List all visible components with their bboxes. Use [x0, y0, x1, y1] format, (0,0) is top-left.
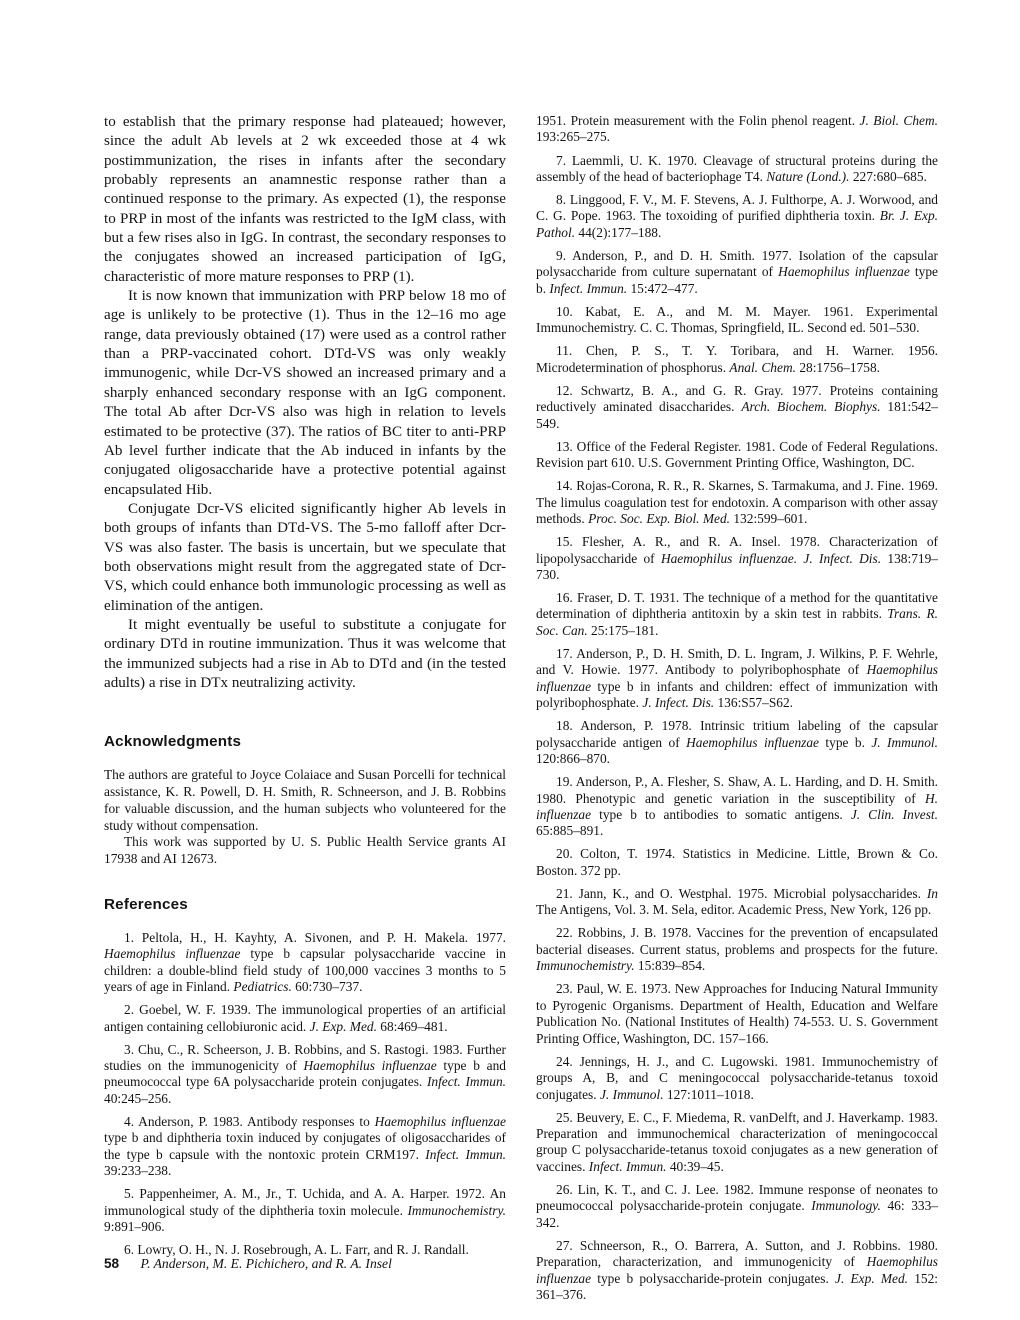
- running-footer-authors: P. Anderson, M. E. Pichichero, and R. A. Insel: [140, 1256, 392, 1271]
- reference-item: 14. Rojas-Corona, R. R., R. Skarnes, S. Tarmakuma, and J. Fine. 1969. The limulus coagulation test for endotoxin. A comparison with other assay methods. Proc. Soc. Exp. Biol. Med. 132:599–601.: [536, 478, 938, 527]
- reference-item: 26. Lin, K. T., and C. J. Lee. 1982. Immune response of neonates to pneumococcal polysaccharide-protein conjugate. Immunology. 46: 333–342.: [536, 1181, 938, 1230]
- reference-item: 24. Jennings, H. J., and C. Lugowski. 1981. Immunochemistry of groups A, B, and C meningococcal polysaccharide-tetanus toxoid conjugates. J. Immunol. 127:1011–1018.: [536, 1053, 938, 1102]
- references-heading: References: [104, 895, 188, 913]
- acknowledgments-paragraph: This work was supported by U. S. Public Health Service grants AI 17938 and AI 12673.: [104, 834, 506, 867]
- reference-item: 27. Schneerson, R., O. Barrera, A. Sutton, and J. Robbins. 1980. Preparation, characterization, and immunogenicity of Haemophilus influenzae type b polysaccharide-protein conjugates. J. Exp. Med. 152: 361–376.: [536, 1237, 939, 1303]
- body-paragraph: It might eventually be useful to substitute a conjugate for ordinary DTd in routine immunization. Thus it was welcome that the immunized subjects had a rise in Ab to DTd and (in the tested adults) a rise in DTx neutralizing activity.: [104, 616, 506, 691]
- reference-item: 11. Chen, P. S., T. Y. Toribara, and H. Warner. 1956. Microdetermination of phosphorus. Anal. Chem. 28:1756–1758.: [536, 343, 938, 375]
- reference-item: 5. Pappenheimer, A. M., Jr., T. Uchida, and A. A. Harper. 1972. An immunological study of the diphtheria toxin molecule. Immunochemistry. 9:891–906.: [104, 1186, 506, 1235]
- reference-item: 19. Anderson, P., A. Flesher, S. Shaw, A. L. Harding, and D. H. Smith. 1980. Phenotypic and genetic variation in the susceptibility of H. influenzae type b to antibodies to somatic antigens. J. Clin. Invest. 65:885–891.: [536, 774, 938, 839]
- reference-item: 25. Beuvery, E. C., F. Miedema, R. vanDelft, and J. Haverkamp. 1983. Preparation and immunochemical characterization of meningococcal group C polysaccharide-tetanus toxoid conjugates as a new generation of vaccines. Infect. Immun. 40:39–45.: [536, 1109, 938, 1174]
- reference-item: 17. Anderson, P., D. H. Smith, D. L. Ingram, J. Wilkins, P. F. Wehrle, and V. Howie. 1977. Antibody to polyribophosphate of Haemophilus influenzae type b in infants and children: effect of immunization with polyribophosphate. J. Infect. Dis. 136:S57–S62.: [536, 645, 938, 711]
- reference-item: 23. Paul, W. E. 1973. New Approaches for Inducing Natural Immunity to Pyrogenic Organisms. Department of Health, Education and Welfare Publication No. (National Institutes of Health) 74-553. U. S. Government Printing Office, Washington, DC. 157–166.: [536, 981, 938, 1046]
- reference-item: 13. Office of the Federal Register. 1981. Code of Federal Regulations. Revision part 610. U.S. Government Printing Office, Washington, DC.: [536, 438, 938, 471]
- acknowledgments-heading: Acknowledgments: [104, 733, 242, 751]
- reference-list-left: [104, 930, 506, 1259]
- reference-item: 7. Laemmli, U. K. 1970. Cleavage of structural proteins during the assembly of the head of bacteriophage T4. Nature (Lond.). 227:680–685.: [536, 152, 938, 184]
- reference-item: 6. Lowry, O. H., N. J. Rosebrough, A. L. Farr, and R. J. Randall.: [124, 1242, 469, 1258]
- reference-item: 2. Goebel, W. F. 1939. The immunological properties of an artificial antigen containing cellobiuronic acid. J. Exp. Med. 68:469–481.: [104, 1002, 506, 1034]
- reference-item: 21. Jann, K., and O. Westphal. 1975. Microbial polysaccharides. In The Antigens, Vol. 3. M. Sela, editor. Academic Press, New York, 126 pp.: [536, 885, 938, 918]
- reference-item: 1951. Protein measurement with the Folin phenol reagent. J. Biol. Chem. 193:265–275.: [536, 113, 938, 145]
- body-paragraph: It is now known that immunization with PRP below 18 mo of age is unlikely to be protective (1). Thus in the 12–16 mo age range, data previously obtained (17) were used as a control rather than a PRP-vaccinated cohort. DTd-VS was only weakly immunogenic, while Dcr-VS showed an increased primary and a sharply enhanced secondary response with an IgG component. The total Ab after Dcr-VS also was high in relation to levels estimated to be protective (37). The ratios of BC titer to anti-PRP Ab level further indicate that the Ab induced in infants by the conjugated oligosaccharide have a protective potential against encapsulated Hib.: [104, 288, 506, 498]
- page-footer: [104, 1255, 392, 1273]
- reference-item: 8. Linggood, F. V., M. F. Stevens, A. J. Fulthorpe, A. J. Worwood, and C. G. Pope. 1963. The toxoiding of purified diphtheria toxin. Br. J. Exp. Pathol. 44(2):177–188.: [536, 192, 938, 240]
- reference-item: 15. Flesher, A. R., and R. A. Insel. 1978. Characterization of lipopolysaccharide of Haemophilus influenzae. J. Infect. Dis. 138:719–730.: [536, 534, 938, 582]
- reference-list-right: [536, 113, 938, 1303]
- reference-item: 16. Fraser, D. T. 1931. The technique of a method for the quantitative determination of diphtheria antitoxin by a skin test in rabbits. Trans. R. Soc. Can. 25:175–181.: [536, 590, 938, 638]
- reference-item: 12. Schwartz, B. A., and G. R. Gray. 1977. Proteins containing reductively aminated disaccharides. Arch. Biochem. Biophys. 181:542–549.: [536, 382, 938, 431]
- body-paragraph: Conjugate Dcr-VS elicited significantly higher Ab levels in both groups of infants than DTd-VS. The 5-mo falloff after Dcr-VS was also faster. The basis is uncertain, but we speculate that both observations might result from the aggregated state of Dcr-VS, which could enhance both immunologic processing as well as elimination of the antigen.: [104, 500, 506, 614]
- reference-item: 3. Chu, C., R. Scheerson, J. B. Robbins, and S. Rastogi. 1983. Further studies on the immunogenicity of Haemophilus influenzae type b and pneumococcal type 6A polysaccharide protein conjugates. Infect. Immun. 40:245–256.: [104, 1041, 506, 1106]
- reference-item: 4. Anderson, P. 1983. Antibody responses to Haemophilus influenzae type b and diphtheria toxin induced by conjugates of oligosaccharides of the type b capsule with the nontoxic protein CRM197. Infect. Immun. 39:233–238.: [104, 1113, 506, 1179]
- acknowledgments-paragraph: The authors are grateful to Joyce Colaiace and Susan Porcelli for technical assistance, K. R. Powell, D. H. Smith, R. Schneerson, and J. B. Robbins for valuable discussion, and the human subjects who volunteered for the study without compensation.: [104, 767, 506, 833]
- right-column: [536, 113, 938, 1310]
- left-column: [104, 113, 506, 1265]
- body-paragraph: to establish that the primary response had plateaued; however, since the adult Ab levels at 2 wk exceeded those at 4 wk postimmunization, the rises in infants after the secondary probably represents an anamnestic response rather than a continued response to the primary. As expected (1), the response to PRP in most of the infants was restricted to the IgM class, with but a few rises also in IgG. In contrast, the secondary responses to the conjugates showed an increased participation of IgG, characteristic of more mature responses to PRP (1).: [104, 114, 506, 285]
- reference-item: 1. Peltola, H., H. Kayhty, A. Sivonen, and P. H. Makela. 1977. Haemophilus influenzae type b capsular polysaccharide vaccine in children: a double-blind field study of 100,000 vaccines 3 months to 5 years of age in Finland. Pediatrics. 60:730–737.: [104, 929, 506, 995]
- reference-item: 9. Anderson, P., and D. H. Smith. 1977. Isolation of the capsular polysaccharide from culture supernatant of Haemophilus influenzae type b. Infect. Immun. 15:472–477.: [536, 247, 938, 296]
- reference-item: 22. Robbins, J. B. 1978. Vaccines for the prevention of encapsulated bacterial diseases. Current status, problems and prospects for the future. Immunochemistry. 15:839–854.: [536, 925, 938, 974]
- reference-item: 10. Kabat, E. A., and M. M. Mayer. 1961. Experimental Immunochemistry. C. C. Thomas, Springfield, IL. Second ed. 501–530.: [536, 303, 938, 336]
- page-number: 58: [104, 1256, 120, 1271]
- reference-item: 20. Colton, T. 1974. Statistics in Medicine. Little, Brown & Co. Boston. 372 pp.: [536, 846, 938, 878]
- reference-item: 18. Anderson, P. 1978. Intrinsic tritium labeling of the capsular polysaccharide antigen of Haemophilus influenzae type b. J. Immunol. 120:866–870.: [536, 718, 939, 767]
